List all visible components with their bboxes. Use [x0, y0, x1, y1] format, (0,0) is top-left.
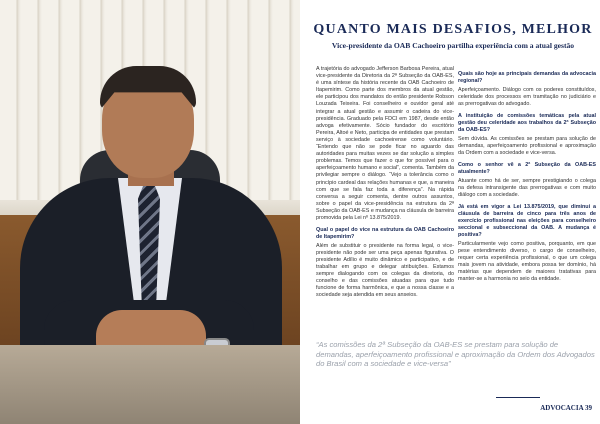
interview-question: A instituição de comissões temáticas pela atual gestão deu celeridade aos trabalhos da 2ª Subseção da OAB-ES?	[458, 112, 596, 134]
desk-surface	[0, 345, 300, 424]
body-paragraph: A trajetória do advogado Jefferson Barbosa Pereira, atual vice-presidente da Diretoria da 2ª Subseção da OAB-ES, é uma síntese da história recente da OAB Cachoeiro de Itapemirim. Como parte dos membros da atual gestão, ele participou dos mandatos do então presidente Robson Louzada Teixeira. Foi conselheiro e ouvidor geral até integrar a atual gestão e assumir o cadeira do vice-presidência. Graduado pela FDCI em 1987, desde então advoga efetivamente. Sócio fundador do escritório Pereira, Altoé e Neto, participa de entidades que prestam serviço à sociedade cachoeirense como voluntário. “Entendo que não se pode ficar no aguardo das autoridades para muitas vezes se dar solução a simples problemas. Temos que fazer o que for possível para o aperfeiçoamento humano e social”, comenta. Também da privilegiar sempre o diálogo. “Vejo a tolerância como o princípio cardeal das relações humanas e que, a maneira com que se fala faz toda a diferença”. Na rápida conversa a seguir comenta, dentre outros assuntos, sobre o papel da vice-presidência na estrutura da 2ª Subseção da OAB-ES e mudança na cláusula de barreira promovida pela Lei nº 13.875/2019.	[316, 66, 454, 221]
body-paragraph: Aperfeiçoamento. Diálogo com os poderes constituídos, celeridade dos processos em tramitação no judiciário e as prerrogativas do advogado.	[458, 86, 596, 107]
body-paragraph: Sem dúvida. As comissões se prestam para solução de demandas, aperfeiçoamento profissional e aproximação da Ordem com a sociedade e vice-versa.	[458, 135, 596, 156]
interview-question: Como o senhor vê a 2ª Subseção da OAB-ES atualmente?	[458, 162, 596, 176]
body-paragraph: Além de substituir o presidente na forma legal, o vice-presidente não pode ser uma peça apenas figurativa. O presidente Adílio é muito dinâmico e participativo, e de trabalhar em grupo e delegar atribuições. Estamos sempre dialogando com os colegas da diretoria, do conselho e das comissões atuadas para que tudo funcione de forma harmônica, e que a nossa classe e a sociedade seja atendida em seus anseios.	[316, 242, 454, 299]
interview-question: Já está em vigor a Lei 13.875/2019, que diminui a cláusula de barreira de cinco para três anos de exercício profissional nas eleições para conselheiro seccional e subseccional da OAB. A mudança é positiva?	[458, 204, 596, 239]
body-paragraph: Atuante como há de ser, sempre prestigiando o colega na defesa intransigente das prerrogativas e com muito diálogo com a sociedade.	[458, 177, 596, 198]
article-column-left	[316, 66, 454, 301]
page-footer: ADVOCACIA 39	[540, 404, 592, 412]
footer-rule	[496, 397, 540, 398]
article-column-right	[458, 66, 596, 285]
body-paragraph: Particularmente vejo como positiva, porquanto, em que pese entendimento diverso, o cargo de conselheiro, requer certa experiência profissional, o que um colega mais jovem na atividade, embora possa ter domínio, há matérias que dependem de maiores tratativas para manter-se a harmonia no seio da entidade.	[458, 240, 596, 283]
interview-question: Qual o papel do vice na estrutura da OAB Cachoeiro de Itapemirim?	[316, 227, 454, 241]
article-headline: QUANTO MAIS DESAFIOS, MELHOR	[313, 22, 593, 37]
pull-quote: “As comissões da 2ª Subseção da OAB-ES se prestam para solução de demandas, aperfeiçoamento profissional e aproximação da Ordem dos Advogados do Brasil com a sociedade e vice-versa”	[316, 340, 595, 369]
article-subheadline: Vice-presidente da OAB Cachoeiro partilha experiência com a atual gestão	[331, 41, 575, 50]
article-page	[306, 0, 600, 424]
interview-question: Quais são hoje as principais demandas da advocacia regional?	[458, 71, 596, 85]
